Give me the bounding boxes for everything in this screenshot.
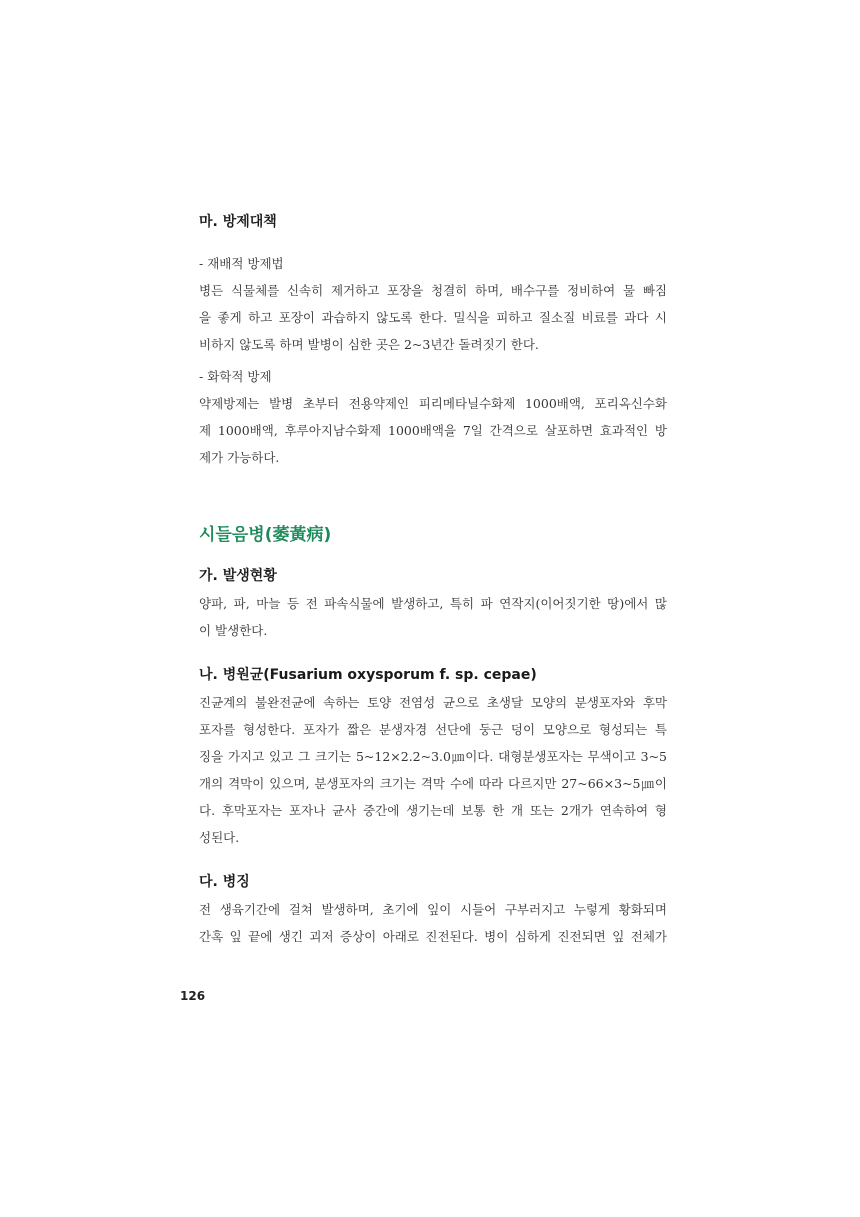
page-content — [199, 212, 667, 950]
text-line: 양파, 파, 마늘 등 전 파속식물에 발생하고, 특히 파 연작지(이어짓기한 땅)에서 많 — [199, 596, 667, 611]
text-line: 진균계의 불완전균에 속하는 토양 전염성 균으로 초생달 모양의 분생포자와 후막 — [199, 695, 667, 710]
disease-title: 시들음병(萎黃病) — [199, 525, 332, 545]
paragraph-occurrence — [199, 590, 667, 644]
text-line: 이 발생한다. — [199, 623, 268, 638]
page-number: 126 — [180, 989, 206, 1003]
text-line: 제가 가능하다. — [199, 450, 280, 465]
text-line: 다. 후막포자는 포자나 균사 중간에 생기는데 보통 한 개 또는 2개가 연속하여 형 — [199, 803, 667, 818]
section-heading-symptoms: 다. 병징 — [199, 874, 250, 890]
section-heading-pathogen: 나. 병원균(Fusarium oxysporum f. sp. cepae) — [199, 667, 537, 683]
paragraph-symptoms — [199, 896, 667, 950]
text-line: 간혹 잎 끝에 생긴 괴저 증상이 아래로 진전된다. 병이 심하게 진전되면 잎 전체가 — [199, 929, 667, 944]
sub-heading-cultural-control: - 재배적 방제법 — [199, 256, 284, 271]
section-heading-occurrence: 가. 발생현황 — [199, 568, 277, 584]
paragraph-chemical-control — [199, 390, 667, 471]
text-line: 전 생육기간에 걸쳐 발생하며, 초기에 잎이 시들어 구부러지고 누렇게 황화되며 — [199, 902, 667, 917]
section-heading-control-measures: 마. 방제대책 — [199, 214, 277, 230]
text-line: 병든 식물체를 신속히 제거하고 포장을 청결히 하며, 배수구를 정비하여 물 빠짐 — [199, 283, 667, 298]
paragraph-pathogen — [199, 689, 667, 851]
text-line: 을 좋게 하고 포장이 과습하지 않도록 한다. 밀식을 피하고 질소질 비료를 과다 시 — [199, 310, 667, 325]
text-line: 징을 가지고 있고 그 크기는 5~12×2.2~3.0㎛이다. 대형분생포자는 무색이고 3~5 — [199, 749, 667, 764]
text-line: 제 1000배액, 후루아지남수화제 1000배액을 7일 간격으로 살포하면 효과적인 방 — [199, 423, 667, 438]
text-line: 개의 격막이 있으며, 분생포자의 크기는 격막 수에 따라 다르지만 27~66×3~5㎛이 — [199, 776, 667, 791]
text-line: 비하지 않도록 하며 발병이 심한 곳은 2~3년간 돌려짓기 한다. — [199, 337, 539, 352]
text-line: 성된다. — [199, 830, 240, 845]
text-line: 포자를 형성한다. 포자가 짧은 분생자경 선단에 둥근 덩이 모양으로 형성되는 특 — [199, 722, 667, 737]
paragraph-cultural-control — [199, 277, 667, 358]
sub-heading-chemical-control: - 화학적 방제 — [199, 369, 272, 384]
text-line: 약제방제는 발병 초부터 전용약제인 피리메타닐수화제 1000배액, 포리옥신수화 — [199, 396, 667, 411]
